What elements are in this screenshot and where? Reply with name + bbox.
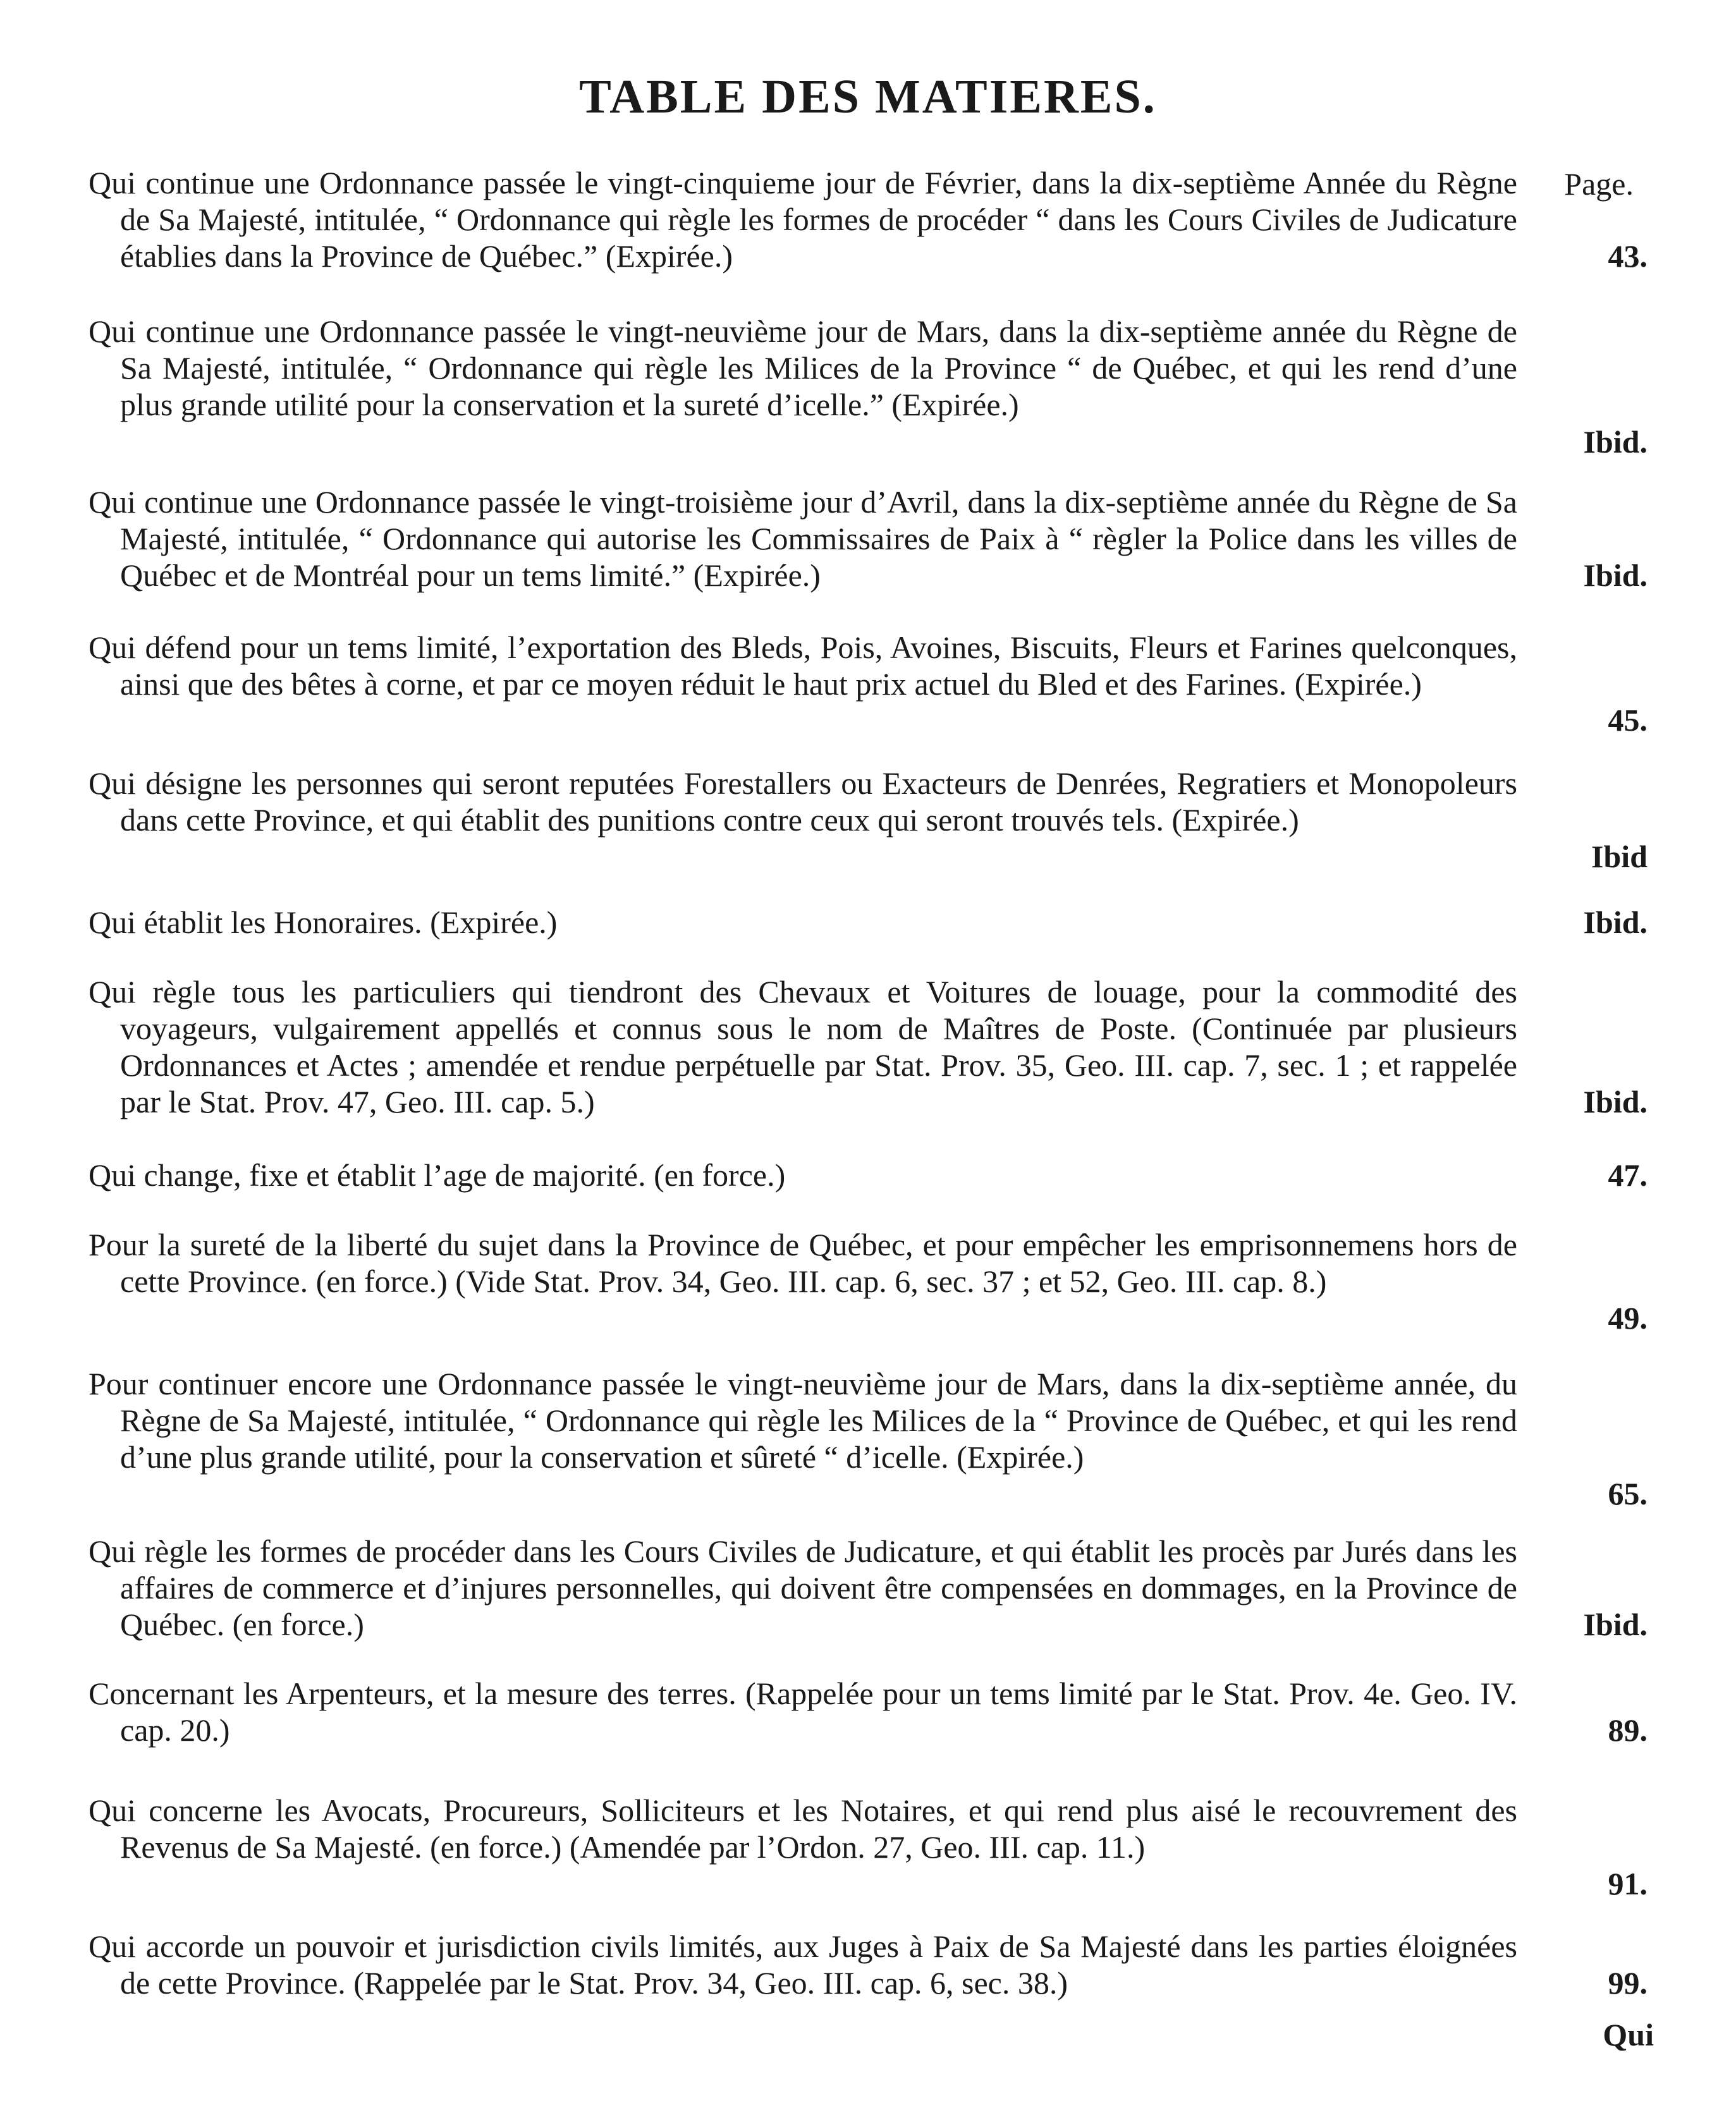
toc-entry-5: Qui désigne les personnes qui seront reputées Forestallers ou Exacteurs de Denrées, Regratiers et Monopoleurs dans cette Province, et qui établit des punitions contre ceux qui seront trouvés tels. (Expirée.): [89, 765, 1517, 838]
toc-page-3: Ibid.: [1583, 558, 1647, 593]
toc-page-2: Ibid.: [1583, 424, 1647, 460]
toc-page-6: Ibid.: [1583, 905, 1647, 940]
toc-page-13: 91.: [1608, 1866, 1647, 1901]
toc-entry-14: Qui accorde un pouvoir et jurisdiction civils limités, aux Juges à Paix de Sa Majesté dans les parties éloignées de cette Province. (Rappelée par le Stat. Prov. 34, Geo. III. cap. 6, sec. 38.): [89, 1929, 1517, 2001]
toc-page-14: 99.: [1608, 1965, 1647, 2001]
toc-entry-9: Pour la sureté de la liberté du sujet dans la Province de Québec, et pour empêcher les emprisonnemens hors de cette Province. (en force.) (Vide Stat. Prov. 34, Geo. III. cap. 6, sec. 37 ; et 52, Geo. III. cap. 8.): [89, 1227, 1517, 1299]
page-column-label: Page.: [1564, 166, 1634, 202]
toc-entry-1: Qui continue une Ordonnance passée le vingt-cinquieme jour de Février, dans la dix-septième Année du Règne de Sa Majesté, intitulée, “ Ordonnance qui règle les formes de procéder “ dans les Cours Civiles de Judicature établies dans la Province de Québec.” (Expirée.): [89, 165, 1517, 274]
toc-entry-3: Qui continue une Ordonnance passée le vingt-troisième jour d’Avril, dans la dix-septième année du Règne de Sa Majesté, intitulée, “ Ordonnance qui autorise les Commissaires de Paix à “ règler la Police dans les villes de Québec et de Montréal pour un tems limité.” (Expirée.): [89, 484, 1517, 593]
toc-entry-4: Qui défend pour un tems limité, l’exportation des Bleds, Pois, Avoines, Biscuits, Fleurs et Farines quelconques, ainsi que des bêtes à corne, et par ce moyen réduit le haut prix actuel du Bled et des Farines. (Expirée.): [89, 630, 1517, 702]
toc-entry-6: Qui établit les Honoraires. (Expirée.): [89, 905, 558, 940]
page-title: TABLE DES MATIERES.: [579, 70, 1157, 123]
toc-page-12: 89.: [1608, 1712, 1647, 1748]
toc-entry-10: Pour continuer encore une Ordonnance passée le vingt-neuvième jour de Mars, dans la dix-septième année, du Règne de Sa Majesté, intitulée, “ Ordonnance qui règle les Milices de la “ Province de Québec, et qui les rend d’une plus grande utilité, pour la conservation et sûreté “ d’icelle. (Expirée.): [89, 1366, 1517, 1475]
toc-page-11: Ibid.: [1583, 1607, 1647, 1642]
toc-entry-13: Qui concerne les Avocats, Procureurs, Solliciteurs et les Notaires, et qui rend plus aisé le recouvrement des Revenus de Sa Majesté. (en force.) (Amendée par l’Ordon. 27, Geo. III. cap. 11.): [89, 1793, 1517, 1865]
toc-page-4: 45.: [1608, 702, 1647, 738]
toc-page-10: 65.: [1608, 1476, 1647, 1511]
toc-entry-7: Qui règle tous les particuliers qui tiendront des Chevaux et Voitures de louage, pour la commodité des voyageurs, vulgairement appellés et connus sous le nom de Maîtres de Poste. (Continuée par plusieurs Ordonnances et Actes ; amendée et rendue perpétuelle par Stat. Prov. 35, Geo. III. cap. 7, sec. 1 ; et rappelée par le Stat. Prov. 47, Geo. III. cap. 5.): [89, 974, 1517, 1119]
catchword: Qui: [1603, 2017, 1654, 2052]
toc-entry-8: Qui change, fixe et établit l’age de majorité. (en force.): [89, 1157, 786, 1193]
toc-page-8: 47.: [1608, 1157, 1647, 1193]
toc-page-9: 49.: [1608, 1300, 1647, 1336]
toc-page-1: 43.: [1608, 238, 1647, 274]
toc-page-7: Ibid.: [1583, 1084, 1647, 1119]
toc-entry-2: Qui continue une Ordonnance passée le vingt-neuvième jour de Mars, dans la dix-septième année du Règne de Sa Majesté, intitulée, “ Ordonnance qui règle les Milices de la Province “ de Québec, et qui les rend d’une plus grande utilité pour la conservation et la sureté d’icelle.” (Expirée.): [89, 314, 1517, 422]
toc-entry-11: Qui règle les formes de procéder dans les Cours Civiles de Judicature, et qui établit les procès par Jurés dans les affaires de commerce et d’injures personnelles, qui doivent être compensées en dommages, en la Province de Québec. (en force.): [89, 1533, 1517, 1642]
toc-entry-12: Concernant les Arpenteurs, et la mesure des terres. (Rappelée pour un tems limité par le Stat. Prov. 4e. Geo. IV. cap. 20.): [89, 1676, 1517, 1748]
toc-page-5: Ibid: [1591, 839, 1647, 874]
